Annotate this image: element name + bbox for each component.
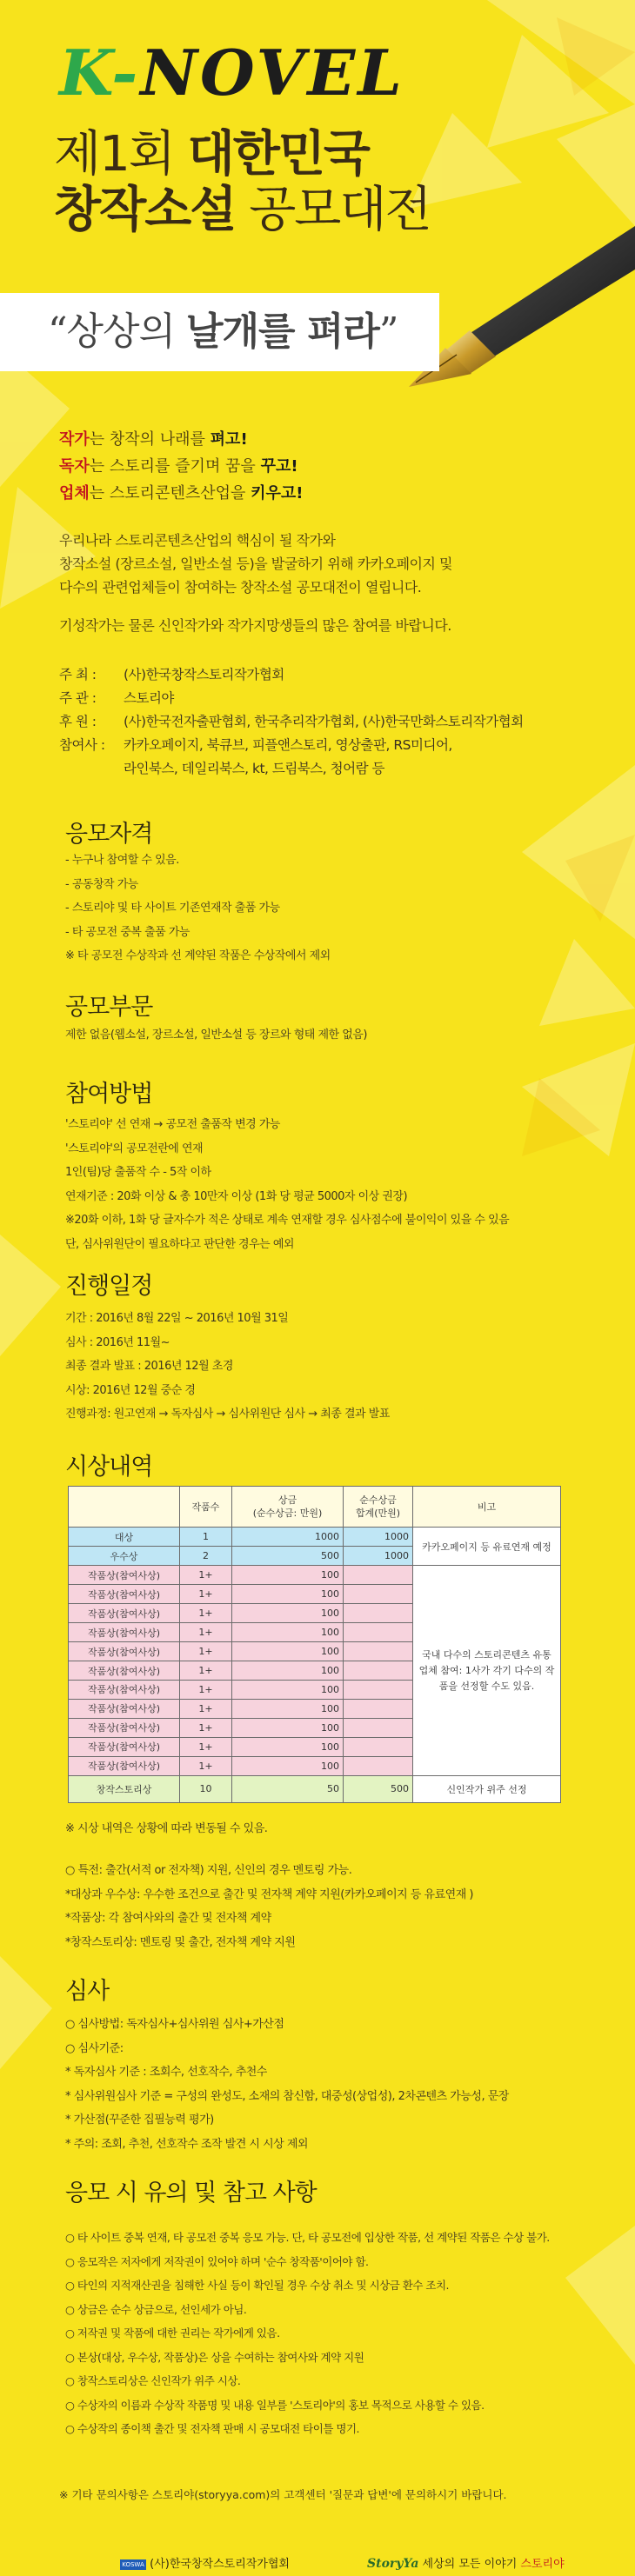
list-item: - 누구나 참여할 수 있음. [65,854,179,867]
list-item: ○ 심사방법: 독자심사+심사위원 심사+가산점 [65,2018,284,2031]
list-item: ○ 본상(대상, 우수상, 작품상)은 상을 수여하는 참여사와 계약 지원 [65,2350,364,2364]
table-cell: 작품상(참여사상) [69,1642,180,1661]
list-item: * 독자심사 기준 : 조회수, 선호작수, 추천수 [65,2066,267,2079]
table-cell: 100 [232,1737,344,1756]
list-item: * 심사위원심사 기준 = 구성의 완성도, 소재의 참신함, 대중성(상업성), 2차콘텐츠 가능성, 문장 [65,2089,509,2103]
list-item: '스토리야' 선 연재 → 공모전 출품작 변경 가능 [65,1118,280,1131]
notes-list [65,2226,550,2441]
section-title-eligibility: 응모자격 [65,821,153,848]
table-cell: 100 [232,1681,344,1700]
koswa-logo-icon: KOSWA [120,2559,146,2570]
organizers-list [59,663,524,781]
table-cell: 100 [232,1699,344,1718]
review-list [65,2013,509,2156]
table-cell: 작품상(참여사상) [69,1661,180,1681]
table-header-row [69,1487,561,1528]
list-item: 단, 심사위원단이 필요하다고 판단한 경우는 예외 [65,1237,294,1251]
table-note-cell: 카카오페이지 등 유료연재 예정 [413,1528,561,1566]
table-cell: 100 [232,1623,344,1642]
table-cell: 작품상(참여사상) [69,1681,180,1700]
organizer-row: 라인북스, 데일리북스, kt, 드림북스, 청어람 등 [124,761,384,776]
contact-note: ※ 기타 문의사항은 스토리야(storyya.com)의 고객센터 '질문과 답변'에 문의하시기 바랍니다. [59,2488,507,2501]
section-title-notes: 응모 시 유의 및 참고 사항 [65,2180,317,2207]
table-cell [344,1604,413,1623]
table-cell: 100 [232,1642,344,1661]
table-cell: 1000 [344,1528,413,1547]
table-cell [344,1585,413,1604]
table-cell: 1+ [180,1737,232,1756]
table-cell: 1+ [180,1566,232,1585]
table-cell [344,1681,413,1700]
list-item: 기간 : 2016년 8월 22일 ~ 2016년 10월 31일 [65,1312,289,1325]
list-item: ○ 창작스토리상은 신인작가 위주 시상. [65,2374,241,2387]
list-item: 연재기준 : 20화 이상 & 총 10만자 이상 (1화 당 평균 5000자 이상 권장) [65,1189,408,1203]
storyya-logo-icon: StoryYa [367,2557,419,2571]
benefits-list [65,1859,473,1954]
method-list [65,1113,509,1256]
table-cell [344,1737,413,1756]
section-title-category: 공모부문 [65,994,153,1021]
table-cell: 1+ [180,1661,232,1681]
organizer-row: 후 원 : (사)한국전자출판협회, 한국추리작가협회, (사)한국만화스토리작가협회 [59,714,524,729]
table-row [69,1566,561,1585]
list-item: *작품상: 각 참여사와의 출간 및 전자책 계약 [65,1912,271,1925]
table-cell: 1 [180,1528,232,1547]
table-note-cell: 신인작가 위주 선정 [413,1775,561,1802]
description-line: 우리나라 스토리콘텐츠산업의 핵심이 될 작가와 [59,532,336,549]
list-item: ○ 타 사이트 중복 연재, 타 공모전 중복 응모 가능. 단, 타 공모전에 입상한 작품, 선 계약된 작품은 수상 불가. [65,2231,550,2244]
table-cell: 1+ [180,1681,232,1700]
table-header-cell: 작품수 [180,1487,232,1528]
list-item: ○ 심사기준: [65,2041,124,2055]
list-item: ○ 타인의 지적재산권을 침해한 사실 등이 확인될 경우 수상 취소 및 시상금 환수 조치. [65,2279,450,2292]
description-paragraph [59,529,452,599]
footer-right-accent: 스토리야 [520,2558,565,2571]
table-cell: 작품상(참여사상) [69,1699,180,1718]
list-item: 시상: 2016년 12월 중순 경 [65,1383,196,1397]
list-item: ○ 특전: 출간(서적 or 전자책) 지원, 신인의 경우 멘토링 가능. [65,1864,352,1877]
table-cell: 100 [232,1585,344,1604]
page-title-line-1: 제1회 대한민국 [54,126,370,183]
table-note-cell: 국내 다수의 스토리콘텐츠 유통업체 참여: 1사가 각기 다수의 작품을 선정할 수도 있음. [413,1566,561,1775]
table-cell: 1+ [180,1585,232,1604]
table-cell: 작품상(참여사상) [69,1756,180,1775]
section-title-prizes: 시상내역 [65,1454,153,1481]
section-title-schedule: 진행일정 [65,1273,153,1300]
list-item: 1인(팀)당 출품작 수 - 5작 이하 [65,1166,211,1179]
table-cell: 100 [232,1718,344,1737]
table-cell [344,1718,413,1737]
intro-line: 작가는 창작의 나래를 펴고! [59,430,248,449]
table-cell: 작품상(참여사상) [69,1737,180,1756]
table-cell: 100 [232,1756,344,1775]
table-cell: 창작스토리상 [69,1775,180,1802]
table-cell: 1+ [180,1623,232,1642]
table-cell: 50 [232,1775,344,1802]
category-list [65,1023,367,1048]
table-cell: 2 [180,1547,232,1566]
list-item: ○ 수상작의 종이책 출간 및 전자책 판매 시 공모대전 타이틀 명기. [65,2422,359,2435]
list-item: ○ 상금은 순수 상금으로, 선인세가 아님. [65,2302,247,2316]
footer-right-text: 세상의 모든 이야기 [422,2558,521,2571]
list-item: *창작스토리상: 멘토링 및 출간, 전자책 계약 지원 [65,1935,296,1949]
list-item: ※ 타 공모전 수상작과 선 계약된 작품은 수상작에서 제외 [65,949,331,962]
intro-line: 독자는 스토리를 즐기며 꿈을 꾸고! [59,457,298,476]
list-item: ○ 수상자의 이름과 수상작 작품명 및 내용 일부를 '스토리야'의 홍보 목적으로 사용할 수 있음. [65,2398,485,2412]
table-header-cell: 비고 [413,1487,561,1528]
organizer-row: 주 관 : 스토리야 [59,690,174,706]
table-cell [344,1642,413,1661]
prize-table [68,1486,561,1803]
invitation-paragraph: 기성작가는 물론 신인작가와 작가지망생들의 많은 참여를 바랍니다. [59,617,451,634]
table-cell: 1+ [180,1699,232,1718]
prize-note: ※ 시상 내역은 상황에 따라 변동될 수 있음. [65,1822,268,1835]
list-item: 최종 결과 발표 : 2016년 12월 초경 [65,1360,233,1373]
list-item: 심사 : 2016년 11월~ [65,1335,170,1349]
table-cell [344,1623,413,1642]
table-cell: 500 [344,1775,413,1802]
table-cell: 대상 [69,1528,180,1547]
table-header-cell [69,1487,180,1528]
table-cell [344,1699,413,1718]
list-item: 진행과정: 원고연재 → 독자심사 → 심사위원단 심사 → 최종 결과 발표 [65,1408,390,1421]
table-header-cell: 순수상금 합계(만원) [344,1487,413,1528]
organizer-row: 주 최 : (사)한국창작스토리작가협회 [59,667,284,682]
table-cell [344,1566,413,1585]
list-item: ※20화 이하, 1화 당 글자수가 적은 상태로 계속 연재할 경우 심사점수에 불이익이 있을 수 있음 [65,1214,510,1227]
list-item: '스토리야'의 공모전란에 연재 [65,1142,204,1155]
table-cell: 1+ [180,1718,232,1737]
footer-left-logo [120,2554,290,2571]
list-item: ○ 응모작은 저자에게 저작권이 있어야 하며 '순수 창작품'이어야 함. [65,2254,369,2268]
table-cell: 1000 [232,1528,344,1547]
table-cell: 1+ [180,1604,232,1623]
table-row [69,1775,561,1802]
table-cell: 100 [232,1566,344,1585]
table-cell [344,1661,413,1681]
section-title-review: 심사 [65,1978,110,2005]
table-cell: 1+ [180,1756,232,1775]
table-cell: 1000 [344,1547,413,1566]
table-row [69,1528,561,1547]
page-title-line-2: 창작소설 공모대전 [54,182,431,238]
fountain-pen-illustration [409,209,635,417]
table-cell: 작품상(참여사상) [69,1718,180,1737]
list-item: - 타 공모전 중복 출품 가능 [65,925,190,939]
table-cell: 1+ [180,1642,232,1661]
table-cell: 작품상(참여사상) [69,1566,180,1585]
section-title-method: 참여방법 [65,1081,153,1108]
list-item: ○ 저작권 및 작품에 대한 권리는 작가에게 있음. [65,2326,280,2340]
list-item: *대상과 우수상: 우수한 조건으로 출간 및 전자책 계약 지원(카카오페이지 등 유료연재 ) [65,1887,473,1901]
organizer-row: 참여사 : 카카오페이지, 북큐브, 피플앤스토리, 영상출판, RS미디어, [59,737,452,753]
eligibility-list [65,849,331,968]
table-cell: 100 [232,1661,344,1681]
list-item: 제한 없음(웹소설, 장르소설, 일반소설 등 장르와 형태 제한 없음) [65,1028,367,1042]
description-line: 창작소설 (장르소설, 일반소설 등)을 발굴하기 위해 카카오페이지 및 [59,556,452,572]
list-item: - 공동창작 가능 [65,877,138,891]
table-cell: 작품상(참여사상) [69,1623,180,1642]
table-cell: 10 [180,1775,232,1802]
table-cell: 100 [232,1604,344,1623]
table-header-cell: 상금 (순수상금: 만원) [232,1487,344,1528]
table-cell: 작품상(참여사상) [69,1604,180,1623]
table-cell: 우수상 [69,1547,180,1566]
k-novel-logo: K-NOVEL [59,36,404,110]
intro-block [59,426,303,507]
description-line: 다수의 관련업체들이 참여하는 창작소설 공모대전이 열립니다. [59,579,422,596]
list-item: - 스토리야 및 타 사이트 기존연재작 출품 가능 [65,902,280,915]
slogan-text: “상상의 날개를 펴라” [48,310,398,354]
schedule-list [65,1307,390,1427]
intro-line: 업체는 스토리콘텐츠산업을 키우고! [59,484,304,503]
table-cell [344,1756,413,1775]
list-item: * 주의: 조회, 추천, 선호작수 조작 발견 시 시상 제외 [65,2137,308,2151]
footer-right-logo [367,2554,565,2571]
footer-left-text: (사)한국창작스토리작가협회 [150,2558,290,2571]
list-item: * 가산점(꾸준한 집필능력 평가) [65,2113,214,2127]
table-cell: 작품상(참여사상) [69,1585,180,1604]
table-cell: 500 [232,1547,344,1566]
